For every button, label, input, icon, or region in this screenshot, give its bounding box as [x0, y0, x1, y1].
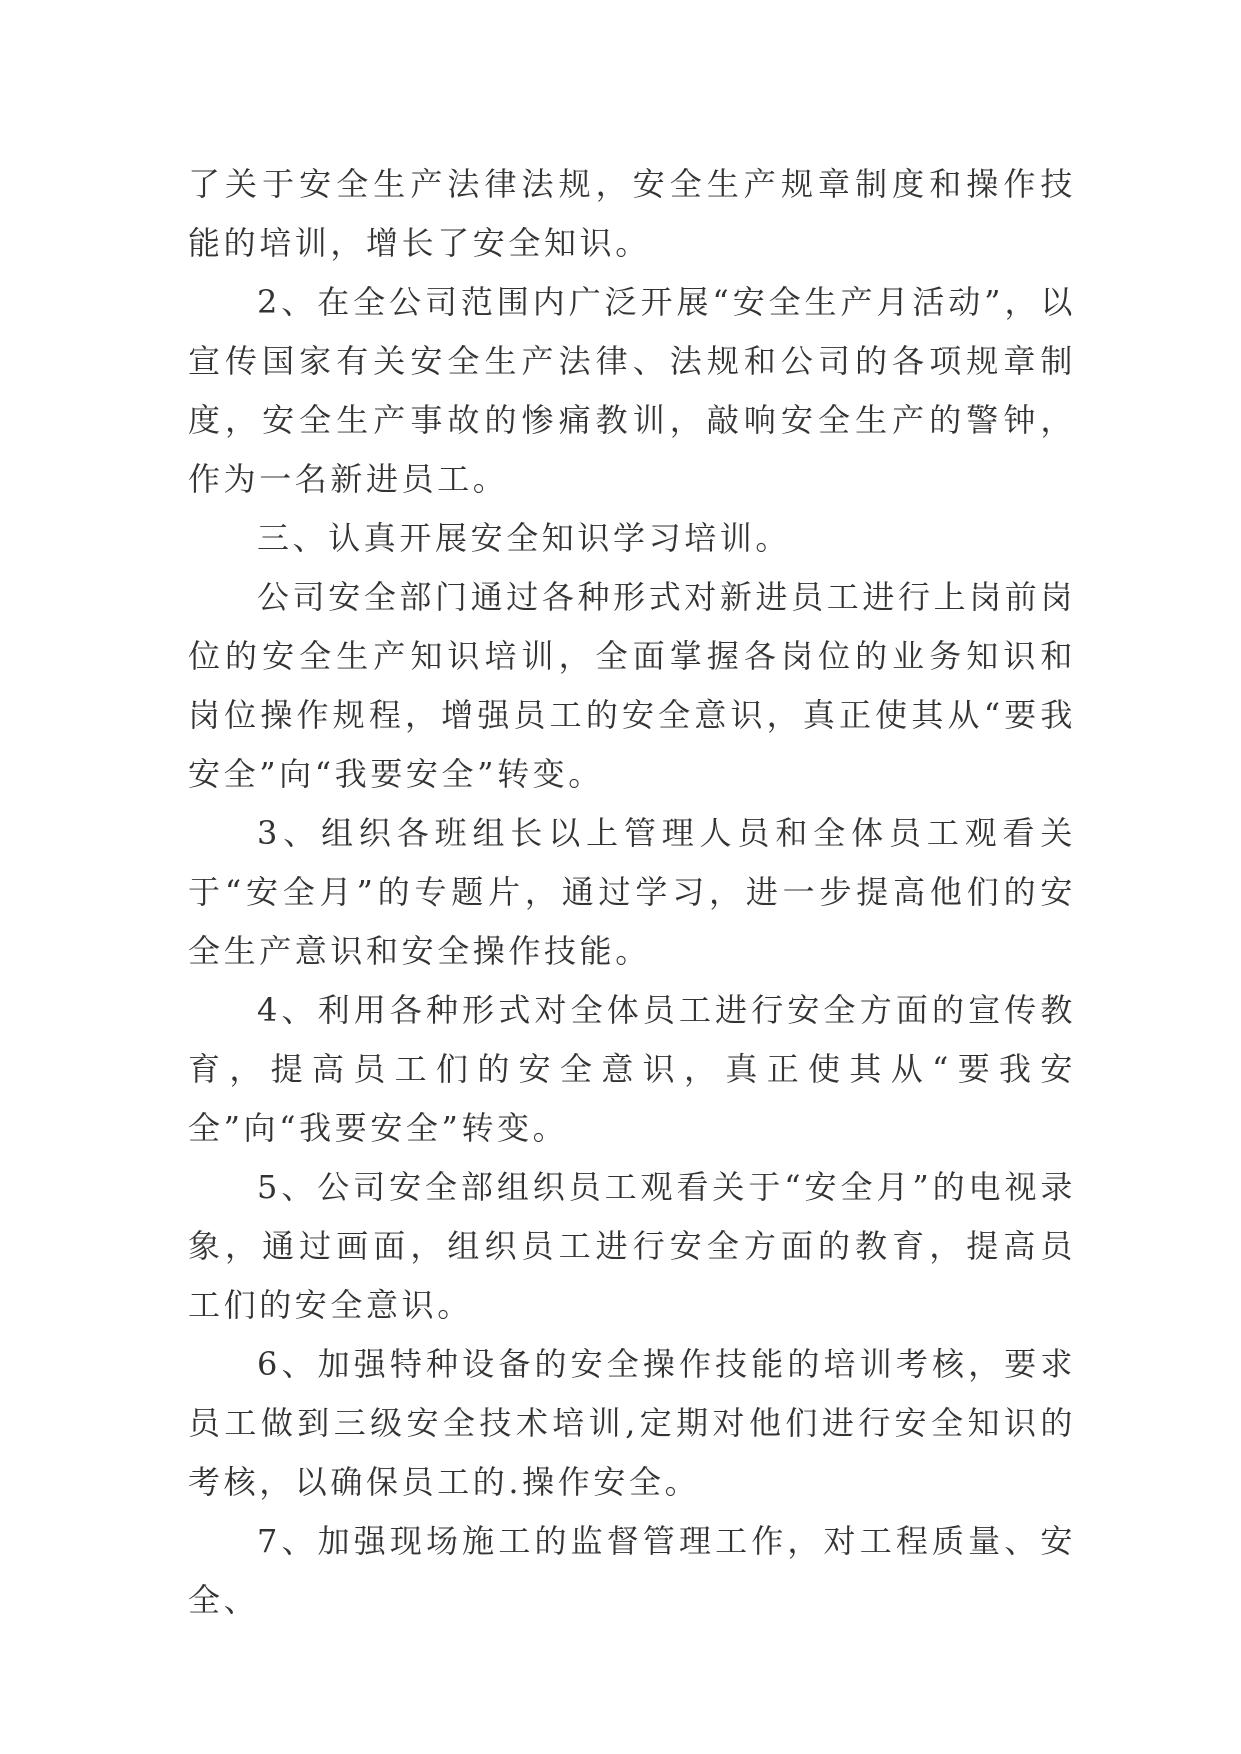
paragraph-continuation: 了关于安全生产法律法规，安全生产规章制度和操作技能的培训，增长了安全知识。	[188, 165, 1076, 262]
document-body	[188, 155, 1076, 1630]
paragraph-item-6: 6、加强特种设备的安全操作技能的培训考核，要求员工做到三级安全技术培训,定期对他们进行安全知识的考核，以确保员工的.操作安全。	[188, 1345, 1076, 1501]
paragraph-item-7: 7、加强现场施工的监督管理工作，对工程质量、安全、	[188, 1522, 1076, 1619]
paragraph-training-intro: 公司安全部门通过各种形式对新进员工进行上岗前岗位的安全生产知识培训，全面掌握各岗位的业务知识和岗位操作规程，增强员工的安全意识，真正使其从“要我安全”向“我要安全”转变。	[188, 578, 1076, 793]
section-heading-3: 三、认真开展安全知识学习培训。	[257, 519, 792, 557]
paragraph-item-3: 3、组织各班组长以上管理人员和全体员工观看关于“安全月”的专题片，通过学习，进一步提高他们的安全生产意识和安全操作技能。	[188, 814, 1076, 970]
paragraph-item-4: 4、利用各种形式对全体员工进行安全方面的宣传教育，提高员工们的安全意识，真正使其从“要我安全”向“我要安全”转变。	[188, 991, 1076, 1147]
paragraph-item-2: 2、在全公司范围内广泛开展“安全生产月活动”，以宣传国家有关安全生产法律、法规和公司的各项规章制度，安全生产事故的惨痛教训，敲响安全生产的警钟，作为一名新进员工。	[188, 283, 1076, 498]
paragraph-item-5: 5、公司安全部组织员工观看关于“安全月”的电视录象，通过画面，组织员工进行安全方面的教育，提高员工们的安全意识。	[188, 1168, 1076, 1324]
